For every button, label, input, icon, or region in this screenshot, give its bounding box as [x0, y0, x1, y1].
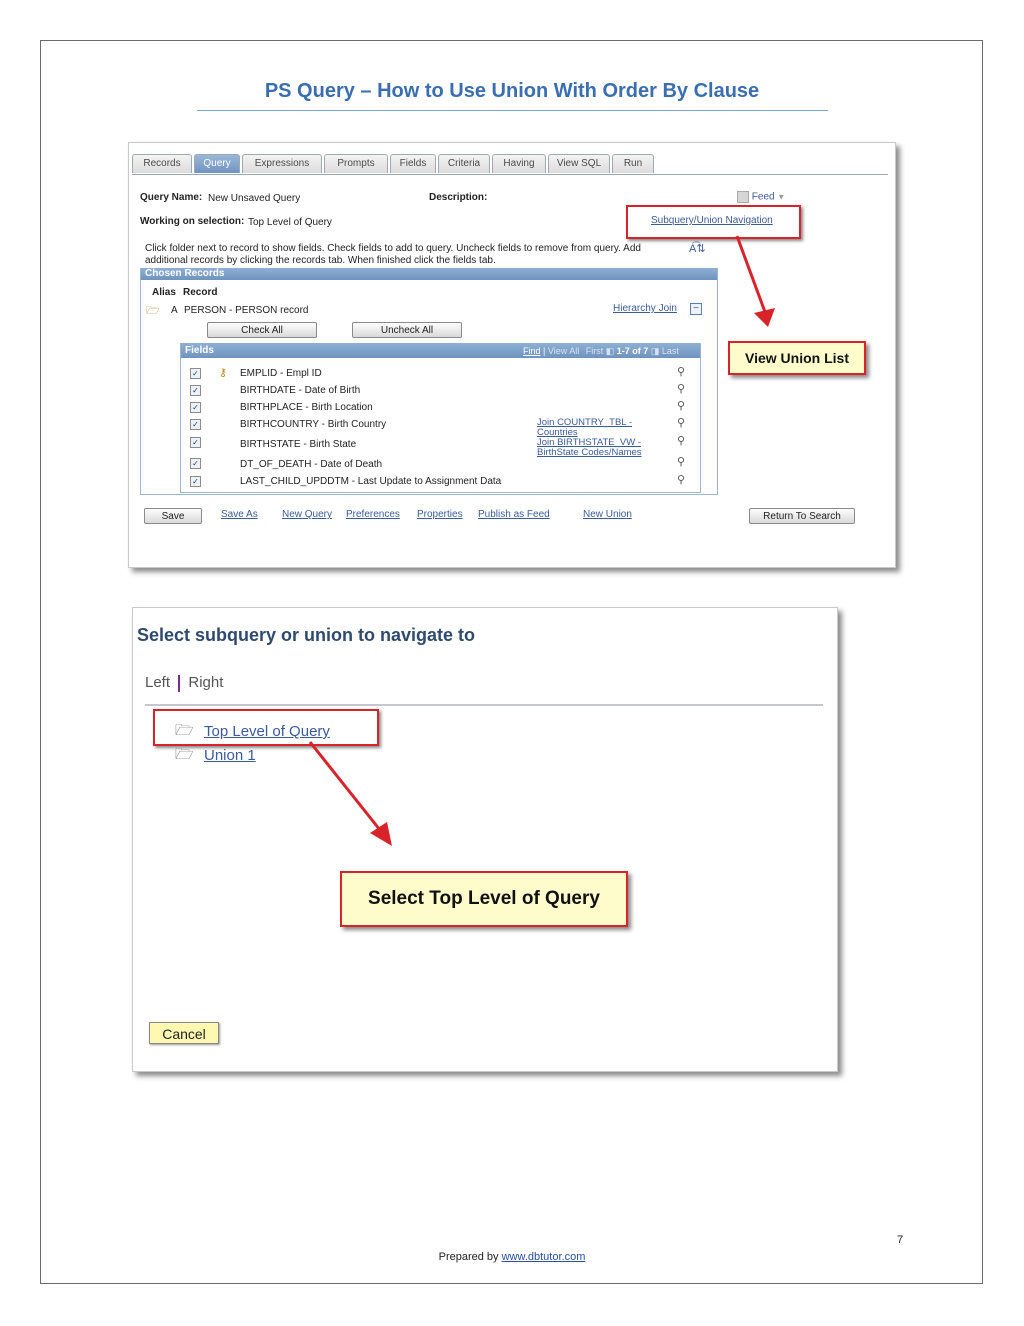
- new-union-link[interactable]: New Union: [583, 509, 632, 520]
- folder-icon: 🗁: [175, 722, 194, 739]
- collapse-icon[interactable]: −: [690, 303, 702, 315]
- join-birthstate-link-line2[interactable]: BirthState Codes/Names: [537, 447, 642, 458]
- rss-feed-icon: [737, 191, 749, 203]
- preferences-link[interactable]: Preferences: [346, 509, 400, 520]
- hierarchy-join-link[interactable]: Hierarchy Join: [613, 303, 677, 314]
- fields-header: Fields: [181, 343, 700, 358]
- field-label: LAST_CHILD_UPDDTM - Last Update to Assignment Data: [240, 476, 502, 487]
- query-name-value: New Unsaved Query: [208, 193, 301, 204]
- callout-select-top-level: Select Top Level of Query: [340, 871, 628, 927]
- check-all-button[interactable]: Check All: [207, 322, 317, 338]
- field-checkbox[interactable]: ✓: [190, 368, 201, 379]
- query-tabs: [132, 154, 888, 175]
- divider-line: [145, 704, 823, 706]
- criteria-funnel-icon[interactable]: ⚲: [677, 417, 686, 429]
- find-link[interactable]: Find: [523, 346, 541, 356]
- open-folder-icon[interactable]: 🗁: [146, 305, 160, 317]
- field-label: BIRTHCOUNTRY - Birth Country: [240, 419, 387, 430]
- folder-icon: 🗁: [175, 746, 194, 763]
- join-birthstate-link[interactable]: Join BIRTHSTATE_VW -: [537, 437, 641, 448]
- record-column-header: Record: [183, 287, 218, 298]
- tab-fields[interactable]: Fields: [390, 154, 436, 173]
- chevron-down-icon: ▼: [777, 192, 786, 202]
- top-level-of-query-link[interactable]: Top Level of Query: [204, 723, 330, 740]
- dialog-title: Select subquery or union to navigate to: [137, 625, 476, 645]
- tab-view-sql[interactable]: View SQL: [548, 154, 610, 173]
- new-query-link[interactable]: New Query: [282, 509, 333, 520]
- tab-prompts[interactable]: Prompts: [324, 154, 388, 173]
- highlight-box-subquery-link: [626, 205, 801, 239]
- join-country-link[interactable]: Join COUNTRY_TBL -: [537, 417, 633, 428]
- document-title: PS Query – How to Use Union With Order By Clause: [264, 80, 760, 102]
- instructions-line-1: Click folder next to record to show fields. Check fields to add to query. Uncheck fields to remove from query. Add: [145, 243, 641, 254]
- previous-arrow-icon[interactable]: ◧: [605, 346, 615, 356]
- query-name-label: Query Name:: [140, 192, 203, 203]
- callout-view-union-list: View Union List: [728, 341, 866, 375]
- criteria-funnel-icon[interactable]: ⚲: [677, 474, 686, 486]
- chosen-records-header: Chosen Records: [141, 268, 717, 280]
- criteria-funnel-icon[interactable]: ⚲: [677, 366, 686, 378]
- properties-link[interactable]: Properties: [417, 509, 463, 520]
- grid-navigation: Find | View All First ◧ 1-7 of 7 ◨ Last: [523, 346, 679, 356]
- field-checkbox[interactable]: ✓: [190, 385, 201, 396]
- subquery-union-navigation-link[interactable]: Subquery/Union Navigation: [651, 215, 773, 226]
- view-all-link[interactable]: View All: [547, 346, 580, 356]
- cancel-button[interactable]: Cancel: [149, 1022, 219, 1044]
- alias-column-header: Alias: [152, 287, 176, 298]
- union-1-link[interactable]: Union 1: [204, 747, 256, 764]
- save-as-link[interactable]: Save As: [221, 509, 258, 520]
- feed-link[interactable]: Feed ▼: [737, 191, 785, 203]
- tab-run[interactable]: Run: [612, 154, 654, 173]
- instructions-line-2: additional records by clicking the records tab. When finished click the fields tab.: [145, 255, 496, 266]
- page-number: 7: [897, 1234, 904, 1246]
- first-link[interactable]: First: [585, 346, 604, 356]
- working-on-selection-value: Top Level of Query: [248, 217, 332, 228]
- footer-link[interactable]: www.dbtutor.com: [501, 1251, 586, 1263]
- left-right-tabs: [145, 674, 223, 692]
- field-label: DT_OF_DEATH - Date of Death: [240, 459, 383, 470]
- title-underline: [197, 110, 828, 111]
- footer: [0, 1251, 1024, 1263]
- criteria-funnel-icon[interactable]: ⚲: [677, 400, 686, 412]
- record-alias: A: [171, 305, 178, 316]
- tab-right[interactable]: Right: [188, 674, 224, 691]
- field-checkbox[interactable]: ✓: [190, 476, 201, 487]
- save-button[interactable]: Save: [144, 508, 202, 524]
- criteria-funnel-icon[interactable]: ⚲: [677, 383, 686, 395]
- last-link[interactable]: Last: [661, 346, 679, 356]
- field-label: BIRTHPLACE - Birth Location: [240, 402, 373, 413]
- field-checkbox[interactable]: ✓: [190, 419, 201, 430]
- description-label: Description:: [429, 192, 488, 203]
- field-label: BIRTHDATE - Date of Birth: [240, 385, 361, 396]
- record-name: PERSON - PERSON record: [184, 305, 309, 316]
- uncheck-all-button[interactable]: Uncheck All: [352, 322, 462, 338]
- footer-prefix: Prepared by: [438, 1251, 499, 1263]
- return-to-search-button[interactable]: Return To Search: [749, 508, 855, 524]
- tab-criteria[interactable]: Criteria: [438, 154, 490, 173]
- tab-records[interactable]: Records: [132, 154, 192, 173]
- tab-query[interactable]: Query: [194, 154, 240, 173]
- field-label: EMPLID - Empl ID: [240, 368, 322, 379]
- join-country-link-line2[interactable]: Countries: [537, 427, 578, 438]
- tab-expressions[interactable]: Expressions: [242, 154, 322, 173]
- field-checkbox[interactable]: ✓: [190, 402, 201, 413]
- tab-divider: [178, 675, 180, 692]
- sort-icon[interactable]: A͡⇅: [689, 243, 706, 255]
- field-label: BIRTHSTATE - Birth State: [240, 439, 357, 450]
- field-checkbox[interactable]: ✓: [190, 437, 201, 448]
- criteria-funnel-icon[interactable]: ⚲: [677, 456, 686, 468]
- tab-left[interactable]: Left: [145, 674, 171, 691]
- highlight-box-top-level: [153, 709, 379, 746]
- working-on-selection-label: Working on selection:: [140, 216, 245, 227]
- publish-as-feed-link[interactable]: Publish as Feed: [478, 509, 550, 520]
- next-arrow-icon[interactable]: ◨: [650, 346, 660, 356]
- row-range: 1-7 of 7: [616, 346, 649, 356]
- field-checkbox[interactable]: ✓: [190, 458, 201, 469]
- subquery-navigation-screenshot: [132, 607, 838, 1072]
- key-icon: ⚷: [219, 367, 228, 379]
- tab-having[interactable]: Having: [492, 154, 546, 173]
- criteria-funnel-icon[interactable]: ⚲: [677, 435, 686, 447]
